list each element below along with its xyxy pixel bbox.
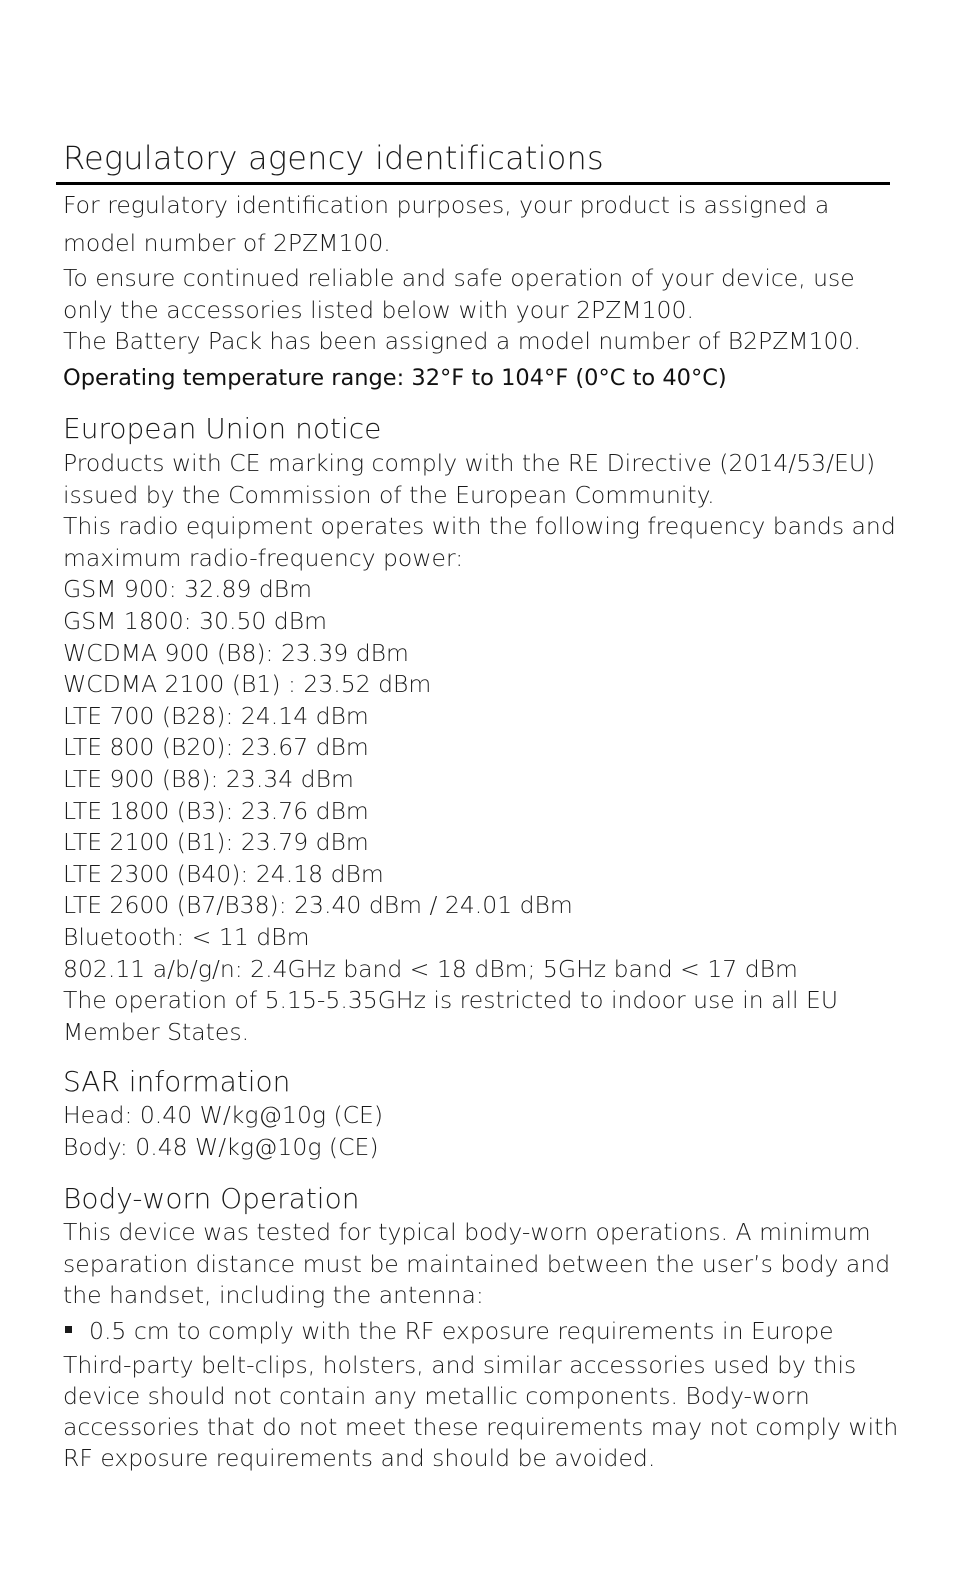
body-worn-line: separation distance must be maintained between the user’s body and [63, 1249, 891, 1278]
eu-line: This radio equipment operates with the following frequency bands and [63, 512, 896, 541]
eu-line: The operation of 5.15-5.35GHz is restricted to indoor use in all EU [63, 986, 839, 1015]
eu-line: LTE 2600 (B7/B38): 23.40 dBm / 24.01 dBm [63, 891, 573, 920]
sar-heading: SAR information [63, 1065, 291, 1098]
intro-line: For regulatory identification purposes, your product is assigned a [63, 191, 830, 219]
eu-notice-body [63, 448, 896, 1048]
bullet-item [63, 1312, 893, 1350]
intro-section [63, 187, 893, 398]
intro-line: only the accessories listed below with your 2PZM100. [63, 295, 694, 324]
eu-line: LTE 900 (B8): 23.34 dBm [63, 764, 354, 793]
eu-notice-heading: European Union notice [63, 412, 382, 445]
eu-line: Bluetooth: < 11 dBm [63, 922, 310, 951]
eu-line: Member States. [63, 1017, 250, 1046]
eu-line: LTE 2100 (B1): 23.79 dBm [63, 828, 369, 857]
eu-line: LTE 2300 (B40): 24.18 dBm [63, 859, 384, 888]
operating-temperature: Operating temperature range: 32°F to 104°F (0°C to 40°C) [63, 364, 727, 391]
body-worn-line: This device was tested for typical body-worn operations. A minimum [63, 1218, 871, 1246]
body-worn-body [63, 1217, 899, 1474]
eu-line: GSM 1800: 30.50 dBm [63, 606, 328, 635]
eu-line: Products with CE marking comply with the RE Directive (2014/53/EU) [63, 449, 876, 477]
page-title: Regulatory agency identifications [63, 139, 604, 177]
intro-line: To ensure continued reliable and safe operation of your device, use [63, 264, 855, 292]
sar-body [63, 1100, 893, 1163]
eu-line: LTE 1800 (B3): 23.76 dBm [63, 796, 369, 825]
eu-line: WCDMA 900 (B8): 23.39 dBm [63, 638, 409, 667]
eu-line: issued by the Commission of the European Community. [63, 480, 715, 509]
bullet-icon [65, 1326, 72, 1333]
body-worn-line: the handset, including the antenna: [63, 1281, 484, 1310]
body-worn-heading: Body-worn Operation [63, 1182, 360, 1215]
body-worn-line: accessories that do not meet these requirements may not comply with [63, 1412, 899, 1441]
eu-line: LTE 800 (B20): 23.67 dBm [63, 733, 369, 762]
eu-line: 802.11 a/b/g/n: 2.4GHz band < 18 dBm; 5GHz band < 17 dBm [63, 954, 798, 983]
body-worn-line: Third-party belt-clips, holsters, and similar accessories used by this [63, 1350, 857, 1379]
sar-line: Body: 0.48 W/kg@10g (CE) [63, 1132, 379, 1161]
eu-line: GSM 900: 32.89 dBm [63, 575, 313, 604]
intro-line: The Battery Pack has been assigned a model number of B2PZM100. [63, 327, 861, 356]
body-worn-line: device should not contain any metallic components. Body-worn [63, 1381, 810, 1410]
eu-line: maximum radio-frequency power: [63, 543, 464, 572]
eu-line: LTE 700 (B28): 24.14 dBm [63, 701, 369, 730]
intro-line: model number of 2PZM100. [63, 229, 391, 257]
body-worn-line: RF exposure requirements and should be avoided. [63, 1443, 656, 1472]
bullet-text: 0.5 cm to comply with the RF exposure requirements in Europe [89, 1316, 834, 1345]
title-divider [56, 182, 890, 185]
sar-line: Head: 0.40 W/kg@10g (CE) [63, 1101, 384, 1129]
eu-line: WCDMA 2100 (B1) : 23.52 dBm [63, 670, 432, 699]
